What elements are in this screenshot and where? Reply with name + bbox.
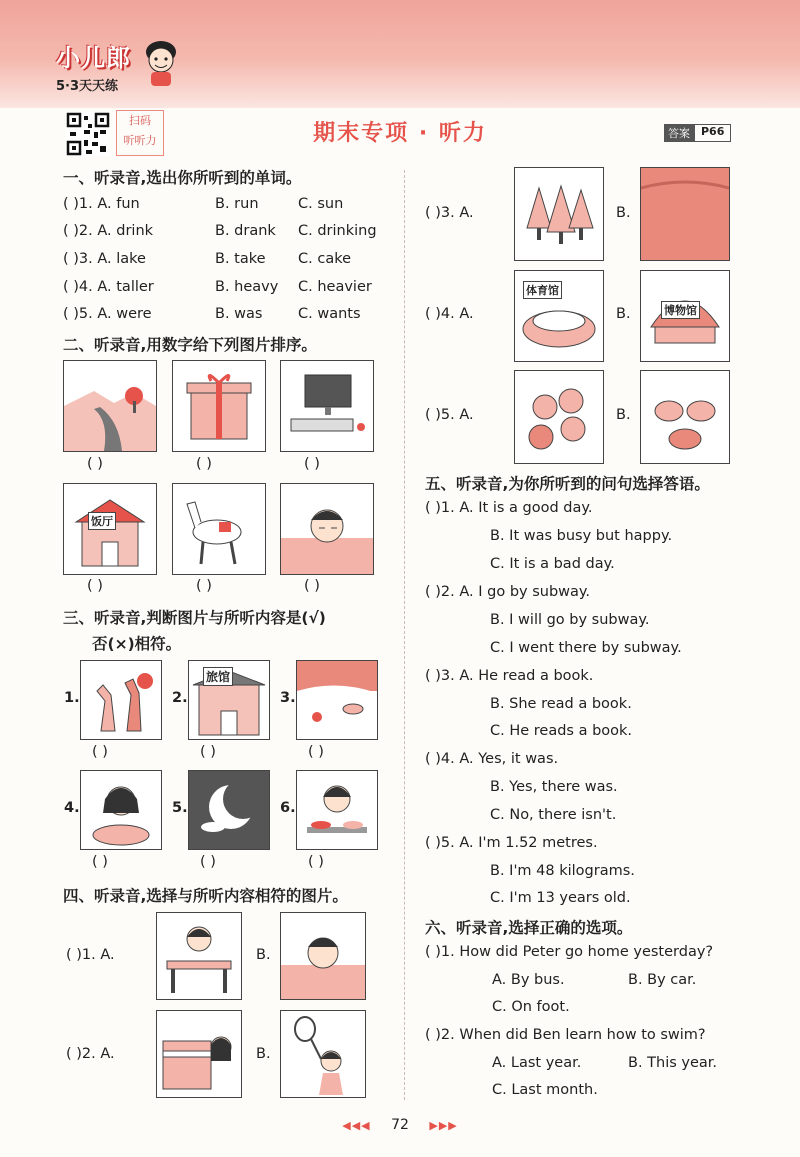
- s5-q4-b: B. Yes, there was.: [490, 779, 618, 795]
- s3-blank-2[interactable]: ( ): [200, 744, 216, 760]
- section-3-title: 三、听录音,判断图片与所听内容是(√): [63, 609, 326, 627]
- s1-q5: ( )5. A. were: [63, 306, 152, 322]
- s5-q5-c: C. I'm 13 years old.: [490, 890, 631, 906]
- section-3-title-line2: 否(×)相符。: [92, 635, 182, 653]
- girl-badminton-picture: [280, 1010, 366, 1098]
- s3-blank-4[interactable]: ( ): [92, 854, 108, 870]
- s6-q1-c: C. On foot.: [492, 999, 570, 1015]
- s1-q2: ( )2. A. drink: [63, 223, 154, 239]
- s3-num-2: 2.: [172, 690, 188, 706]
- s3-blank-1[interactable]: ( ): [92, 744, 108, 760]
- museum-picture: [640, 270, 730, 362]
- s6-q2: ( )2. When did Ben learn how to swim?: [425, 1027, 706, 1043]
- s1-q4-b: B. heavy: [215, 279, 279, 295]
- s5-q5-b: B. I'm 48 kilograms.: [490, 863, 635, 879]
- mascot-icon: [140, 38, 182, 86]
- s4-q4-b: B.: [616, 306, 631, 322]
- section-5-title: 五、听录音,为你所听到的问句选择答语。: [425, 475, 710, 493]
- s6-q1-b: B. By car.: [628, 972, 697, 988]
- s1-q2-b: B. drank: [215, 223, 276, 239]
- girl-washing-picture: [80, 770, 162, 850]
- s3-num-1: 1.: [64, 690, 80, 706]
- s5-q2: ( )2. A. I go by subway.: [425, 584, 591, 600]
- s4-q4: ( )4. A.: [425, 306, 474, 322]
- s5-q3: ( )3. A. He read a book.: [425, 668, 594, 684]
- s5-q1-c: C. It is a bad day.: [490, 556, 615, 572]
- s4-q3-b: B.: [616, 205, 631, 221]
- s6-q2-c: C. Last month.: [492, 1082, 598, 1098]
- s4-q5: ( )5. A.: [425, 407, 474, 423]
- museum-sign: 博物馆: [661, 301, 700, 319]
- trees-picture: [514, 167, 604, 261]
- gift-box-picture: [172, 360, 266, 452]
- scan-line1: 扫码: [129, 114, 151, 127]
- s4-q2-b: B.: [256, 1046, 271, 1062]
- s5-q1: ( )1. A. It is a good day.: [425, 500, 593, 516]
- s3-blank-6[interactable]: ( ): [308, 854, 324, 870]
- s4-q3: ( )3. A.: [425, 205, 474, 221]
- sleeping-in-bed-picture: [280, 912, 366, 1000]
- page-number: 72: [391, 1117, 409, 1133]
- s6-q2-b: B. This year.: [628, 1055, 718, 1071]
- restaurant-picture: [63, 483, 157, 575]
- s1-q1-c: C. sun: [298, 196, 344, 212]
- page-footer: [0, 1117, 800, 1133]
- gym-picture: [514, 270, 604, 362]
- section-2-title: 二、听录音,用数字给下列图片排序。: [63, 336, 317, 354]
- s4-q1-b: B.: [256, 947, 271, 963]
- s1-q3-c: C. cake: [298, 251, 352, 267]
- road-scene-picture: [63, 360, 157, 452]
- s3-num-5: 5.: [172, 800, 188, 816]
- scan-line2: 听听力: [123, 134, 157, 147]
- s2-blank-3[interactable]: ( ): [304, 456, 320, 472]
- s6-q1: ( )1. How did Peter go home yesterday?: [425, 944, 714, 960]
- s3-num-6: 6.: [280, 800, 296, 816]
- s3-num-3: 3.: [280, 690, 296, 706]
- field-picture: [640, 167, 730, 261]
- s1-q1-b: B. run: [215, 196, 259, 212]
- answer-reference: [664, 124, 731, 142]
- moon-night-picture: [188, 770, 270, 850]
- hotel-picture: [188, 660, 270, 740]
- s1-q3: ( )3. A. lake: [63, 251, 146, 267]
- s1-q1: ( )1. A. fun: [63, 196, 140, 212]
- s4-q2: ( )2. A.: [66, 1046, 115, 1062]
- s5-q3-b: B. She read a book.: [490, 696, 632, 712]
- column-divider: [404, 170, 405, 1100]
- s4-q1: ( )1. A.: [66, 947, 115, 963]
- horse-picture: [172, 483, 266, 575]
- gym-sign: 体育馆: [523, 281, 562, 299]
- s4-q5-b: B.: [616, 407, 631, 423]
- s5-q2-b: B. I will go by subway.: [490, 612, 650, 628]
- s1-q5-c: C. wants: [298, 306, 361, 322]
- computer-picture: [280, 360, 374, 452]
- answer-page: P66: [694, 124, 731, 142]
- s5-q5: ( )5. A. I'm 1.52 metres.: [425, 835, 598, 851]
- s1-q4: ( )4. A. taller: [63, 279, 154, 295]
- next-arrows-icon: ▶▶▶: [429, 1119, 458, 1132]
- s5-q4: ( )4. A. Yes, it was.: [425, 751, 559, 767]
- s6-q2-a: A. Last year.: [492, 1055, 582, 1071]
- s1-q3-b: B. take: [215, 251, 266, 267]
- beach-picture: [296, 660, 378, 740]
- girl-piano-picture: [156, 1010, 242, 1098]
- page-title: 期末专项 · 听力: [313, 121, 487, 146]
- hotel-sign: 旅馆: [203, 667, 233, 686]
- s2-blank-1[interactable]: ( ): [87, 456, 103, 472]
- brand-series: 5·3天天练: [56, 79, 119, 94]
- s2-blank-2[interactable]: ( ): [196, 456, 212, 472]
- prawns-picture: [640, 370, 730, 464]
- s3-num-4: 4.: [64, 800, 80, 816]
- s3-blank-3[interactable]: ( ): [308, 744, 324, 760]
- answer-label: 答案: [664, 124, 694, 142]
- brand-name: 小儿郎: [56, 44, 131, 72]
- dinosaurs-picture: [80, 660, 162, 740]
- s3-blank-5[interactable]: ( ): [200, 854, 216, 870]
- s5-q3-c: C. He reads a book.: [490, 723, 633, 739]
- restaurant-sign: 饭厅: [88, 512, 116, 530]
- s6-q1-a: A. By bus.: [492, 972, 565, 988]
- s2-blank-4[interactable]: ( ): [87, 578, 103, 594]
- s2-blank-5[interactable]: ( ): [196, 578, 212, 594]
- s1-q4-c: C. heavier: [298, 279, 372, 295]
- sleeping-boy-picture: [280, 483, 374, 575]
- shrimps-picture: [514, 370, 604, 464]
- s5-q2-c: C. I went there by subway.: [490, 640, 682, 656]
- section-6-title: 六、听录音,选择正确的选项。: [425, 919, 633, 937]
- s1-q2-c: C. drinking: [298, 223, 377, 239]
- girl-eating-picture: [296, 770, 378, 850]
- boy-writing-picture: [156, 912, 242, 1000]
- s2-blank-6[interactable]: ( ): [304, 578, 320, 594]
- s5-q4-c: C. No, there isn't.: [490, 807, 617, 823]
- brand-logo: [56, 38, 131, 94]
- section-4-title: 四、听录音,选择与所听内容相符的图片。: [63, 887, 348, 905]
- s5-q1-b: B. It was busy but happy.: [490, 528, 673, 544]
- s1-q5-b: B. was: [215, 306, 263, 322]
- prev-arrows-icon: ◀◀◀: [342, 1119, 371, 1132]
- section-1-title: 一、听录音,选出你所听到的单词。: [63, 169, 302, 187]
